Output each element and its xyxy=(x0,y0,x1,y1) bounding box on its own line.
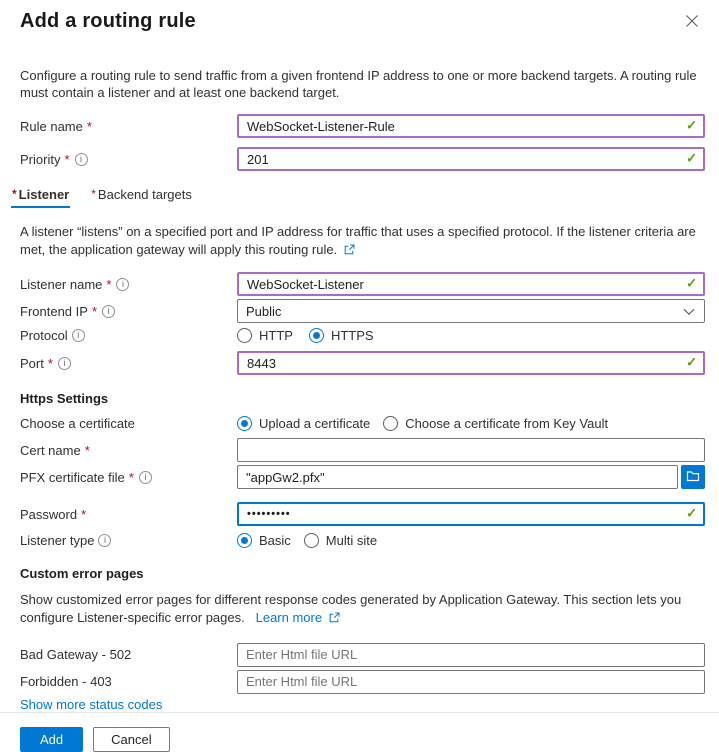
priority-row xyxy=(20,147,705,171)
valid-check-icon: ✓ xyxy=(686,506,697,522)
protocol-radio-group xyxy=(237,328,374,343)
required-asterisk: * xyxy=(128,469,134,485)
priority-info-icon[interactable]: i xyxy=(75,153,88,166)
required-asterisk: * xyxy=(81,506,87,522)
external-link-icon[interactable] xyxy=(344,242,355,260)
certificate-radio-upload[interactable]: Upload a certificate xyxy=(237,416,370,431)
frontend-ip-label: Frontend IP * i xyxy=(20,304,237,319)
pfx-file-row xyxy=(20,465,705,489)
password-label: Password * xyxy=(20,506,87,522)
password-row xyxy=(20,502,705,526)
listener-name-input[interactable] xyxy=(237,272,705,296)
cert-name-label: Cert name * xyxy=(20,442,90,458)
required-asterisk: * xyxy=(12,187,17,202)
custom-error-pages-description: Show customized error pages for different response codes generated by Application Gateway. This section lets you configure Listener-specific error pages. Learn more xyxy=(20,591,705,627)
bad-gateway-label: Bad Gateway - 502 xyxy=(20,647,132,662)
browse-file-button[interactable] xyxy=(681,465,705,489)
listener-description: A listener “listens” on a specified port and IP address for traffic that uses a specified protocol. If the listener criteria are met, the application gateway will apply this routing rule. xyxy=(20,223,705,259)
certificate-radio-group xyxy=(237,416,608,431)
required-asterisk: * xyxy=(91,187,96,202)
valid-check-icon: ✓ xyxy=(686,276,697,292)
frontend-ip-info-icon[interactable]: i xyxy=(102,305,115,318)
radio-circle-selected xyxy=(237,533,252,548)
show-more-status-codes-link[interactable]: Show more status codes xyxy=(20,696,163,712)
listener-type-row xyxy=(20,531,705,550)
pfx-file-label: PFX certificate file * i xyxy=(20,470,237,485)
password-input[interactable] xyxy=(237,502,705,526)
radio-circle xyxy=(304,533,319,548)
cancel-button[interactable]: Cancel xyxy=(93,727,169,752)
cert-name-row xyxy=(20,438,705,462)
choose-certificate-row xyxy=(20,414,705,433)
https-settings-heading: Https Settings xyxy=(20,391,109,407)
listener-type-radio-multisite[interactable]: Multi site xyxy=(304,533,377,548)
rule-name-label: Rule name * xyxy=(20,118,92,134)
valid-check-icon: ✓ xyxy=(686,355,697,371)
tab-backend-targets[interactable]: * Backend targets xyxy=(91,187,192,203)
page-title: Add a routing rule xyxy=(20,10,196,32)
priority-input[interactable] xyxy=(237,147,705,171)
external-link-icon[interactable] xyxy=(329,610,340,628)
tab-listener[interactable]: * Listener xyxy=(11,187,70,208)
rule-name-row xyxy=(20,114,705,138)
required-asterisk: * xyxy=(86,118,92,134)
protocol-radio-http[interactable]: HTTP xyxy=(237,328,293,343)
listener-name-info-icon[interactable]: i xyxy=(116,278,129,291)
pfx-file-info-icon[interactable]: i xyxy=(139,471,152,484)
port-label: Port * i xyxy=(20,356,237,371)
valid-check-icon: ✓ xyxy=(686,117,697,133)
port-info-icon[interactable]: i xyxy=(58,357,71,370)
radio-circle xyxy=(237,328,252,343)
bad-gateway-row xyxy=(20,643,705,667)
folder-icon xyxy=(686,470,700,485)
protocol-radio-https[interactable]: HTTPS xyxy=(309,328,374,343)
add-button[interactable]: Add xyxy=(20,727,83,752)
forbidden-label: Forbidden - 403 xyxy=(20,674,112,689)
valid-check-icon: ✓ xyxy=(686,150,697,166)
learn-more-link[interactable]: Learn more xyxy=(255,609,323,625)
required-asterisk: * xyxy=(47,355,53,371)
rule-name-input[interactable] xyxy=(237,114,705,138)
frontend-ip-select[interactable]: Public xyxy=(237,299,705,323)
forbidden-input[interactable] xyxy=(237,670,705,694)
close-icon[interactable] xyxy=(683,12,701,33)
required-asterisk: * xyxy=(106,276,112,292)
choose-certificate-label: Choose a certificate xyxy=(20,416,135,432)
forbidden-row xyxy=(20,670,705,694)
dialog-footer xyxy=(20,712,705,752)
radio-circle-selected xyxy=(309,328,324,343)
frontend-ip-row xyxy=(20,299,705,323)
required-asterisk: * xyxy=(64,151,70,167)
listener-type-radio-group xyxy=(237,533,377,548)
tab-bar xyxy=(11,187,705,208)
listener-type-info-icon[interactable]: i xyxy=(98,534,111,547)
certificate-radio-keyvault[interactable]: Choose a certificate from Key Vault xyxy=(383,416,608,431)
port-row xyxy=(20,351,705,375)
protocol-info-icon[interactable]: i xyxy=(72,329,85,342)
protocol-label: Protocol i xyxy=(20,328,237,343)
protocol-row xyxy=(20,326,705,345)
listener-type-label: Listener type i xyxy=(20,533,237,548)
cert-name-input[interactable] xyxy=(237,438,705,462)
listener-name-label: Listener name * i xyxy=(20,277,237,292)
dialog-description: Configure a routing rule to send traffic from a given frontend IP address to one or more backend targets. A routing rule must contain a listener and at least one backend target. xyxy=(20,68,697,101)
radio-circle-selected xyxy=(237,416,252,431)
required-asterisk: * xyxy=(84,442,90,458)
radio-circle xyxy=(383,416,398,431)
priority-label: Priority * i xyxy=(20,152,237,167)
required-asterisk: * xyxy=(91,303,97,319)
port-input[interactable] xyxy=(237,351,705,375)
chevron-down-icon xyxy=(683,304,695,319)
custom-error-pages-heading: Custom error pages xyxy=(20,566,144,582)
bad-gateway-input[interactable] xyxy=(237,643,705,667)
listener-name-row xyxy=(20,272,705,296)
footer-divider xyxy=(0,712,719,713)
pfx-file-input[interactable] xyxy=(237,465,678,489)
listener-type-radio-basic[interactable]: Basic xyxy=(237,533,291,548)
